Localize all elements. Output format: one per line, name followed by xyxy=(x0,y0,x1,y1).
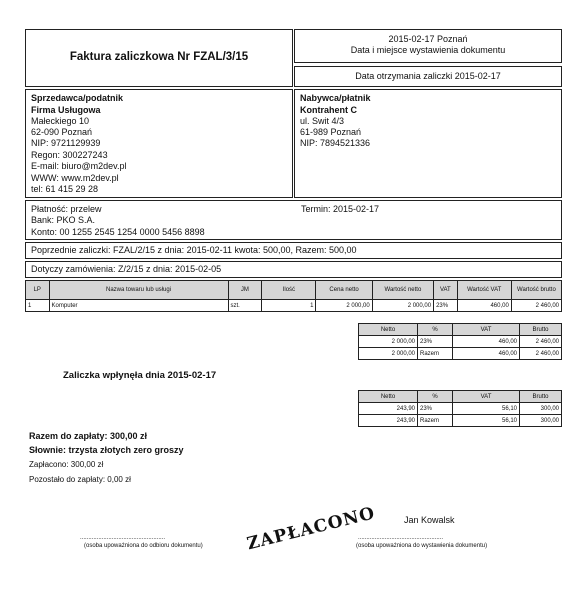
receiver-signature-line: ................................................... xyxy=(80,535,166,541)
issuer-signature-line: ................................................... xyxy=(358,535,444,541)
payment-bank: Bank: PKO S.A. xyxy=(31,215,96,225)
items-header-row xyxy=(26,281,562,300)
previous-advances: Poprzednie zaliczki: FZAL/2/15 z dnia: 2015-02-11 kwota: 500,00, Razem: 500,00 xyxy=(31,245,357,255)
sum-rate: 23% xyxy=(418,336,453,348)
col-lp: LP xyxy=(26,281,50,300)
sum-vat: 460,00 xyxy=(453,336,520,348)
cell-gross-value: 2 460,00 xyxy=(511,300,561,312)
seller-line: NIP: 9721129939 xyxy=(31,138,101,148)
cell-qty: 1 xyxy=(262,300,316,312)
sum-col-vat: VAT xyxy=(453,391,520,403)
sum-vat: 460,00 xyxy=(453,348,520,360)
col-net-value: Wartość netto xyxy=(372,281,433,300)
sum-rate: 23% xyxy=(418,403,453,415)
sum-col-gross: Brutto xyxy=(520,391,562,403)
seller-line: Regon: 300227243 xyxy=(31,150,108,160)
cell-net-value: 2 000,00 xyxy=(372,300,433,312)
buyer-name: Kontrahent C xyxy=(300,105,357,115)
cell-vat-value: 460,00 xyxy=(457,300,511,312)
seller-name: Firma Usługowa xyxy=(31,105,101,115)
issue-place-date-label: Data i miejsce wystawienia dokumentu xyxy=(350,45,506,55)
seller-line: E-mail: biuro@m2dev.pl xyxy=(31,161,127,171)
order-reference: Dotyczy zamówienia: Z/2/15 z dnia: 2015-02-05 xyxy=(31,264,222,274)
seller-line: 62-090 Poznań xyxy=(31,127,93,137)
sum-gross: 300,00 xyxy=(520,403,562,415)
col-gross-value: Wartość brutto xyxy=(511,281,561,300)
table-row xyxy=(26,300,562,312)
cell-jm: szt. xyxy=(228,300,262,312)
col-vat-value: Wartość VAT xyxy=(457,281,511,300)
seller-line: Małeckiego 10 xyxy=(31,116,90,126)
cell-name: Komputer xyxy=(49,300,228,312)
sum-col-rate: % xyxy=(418,324,453,336)
buyer-line: ul. Swit 4/3 xyxy=(300,116,345,126)
sum-net: 243,90 xyxy=(359,403,418,415)
col-name: Nazwa towaru lub usługi xyxy=(49,281,228,300)
receiver-caption: (osoba upoważniona do odbioru dokumentu) xyxy=(84,543,203,549)
sum-col-net: Netto xyxy=(359,391,418,403)
sum-net: 2 000,00 xyxy=(359,348,418,360)
sum-col-net: Netto xyxy=(359,324,418,336)
payment-account: Konto: 00 1255 2545 1254 0000 5456 8898 xyxy=(31,227,205,237)
sum-vat: 56,10 xyxy=(453,403,520,415)
seller-line: WWW: www.m2dev.pl xyxy=(31,173,119,183)
invoice-title: Faktura zaliczkowa Nr FZAL/3/15 xyxy=(69,51,249,63)
previous-advances-box xyxy=(25,242,562,259)
seller-heading: Sprzedawca/podatnik xyxy=(31,93,124,103)
advance-summary-table xyxy=(358,390,562,427)
sum-gross: 2 460,00 xyxy=(520,348,562,360)
issue-place-date: 2015-02-17 Poznań xyxy=(388,34,468,44)
table-row xyxy=(359,415,562,427)
sum-col-rate: % xyxy=(418,391,453,403)
payment-box xyxy=(25,200,562,240)
date-place-box xyxy=(294,29,562,63)
sum-col-vat: VAT xyxy=(453,324,520,336)
issuer-name: Jan Kowalsk xyxy=(404,515,455,525)
table-row xyxy=(359,403,562,415)
cell-net-price: 2 000,00 xyxy=(316,300,372,312)
table-row xyxy=(359,336,562,348)
buyer-line: 61-989 Poznań xyxy=(300,127,362,137)
sum-gross: 2 460,00 xyxy=(520,336,562,348)
table-row xyxy=(359,348,562,360)
advance-date-box xyxy=(294,66,562,87)
buyer-line: NIP: 7894521336 xyxy=(300,138,371,148)
vat-summary-table xyxy=(358,323,562,360)
summary-header-row xyxy=(359,324,562,336)
buyer-box xyxy=(294,89,562,198)
col-qty: Ilość xyxy=(262,281,316,300)
buyer-heading: Nabywca/płatnik xyxy=(300,93,371,103)
cell-lp: 1 xyxy=(26,300,50,312)
items-table xyxy=(25,280,562,312)
title-box xyxy=(25,29,293,87)
cell-vat: 23% xyxy=(434,300,458,312)
seller-box xyxy=(25,89,293,198)
payment-term: Termin: 2015-02-17 xyxy=(301,204,380,214)
payment-method: Płatność: przelew xyxy=(31,204,102,214)
total-remaining: Pozostało do zapłaty: 0,00 zł xyxy=(29,475,131,484)
sum-net: 243,90 xyxy=(359,415,418,427)
seller-line: tel: 61 415 29 28 xyxy=(31,184,99,194)
sum-rate: Razem xyxy=(418,348,453,360)
paid-stamp: ZAPŁACONO xyxy=(245,503,378,555)
order-box xyxy=(25,261,562,278)
sum-gross: 300,00 xyxy=(520,415,562,427)
col-net-price: Cena netto xyxy=(316,281,372,300)
sum-net: 2 000,00 xyxy=(359,336,418,348)
total-due: Razem do zapłaty: 300,00 zł xyxy=(29,431,148,441)
advance-paid-note: Zaliczka wpłynęła dnia 2015-02-17 xyxy=(63,370,217,381)
issuer-caption: (osoba upoważniona do wystawienia dokumentu) xyxy=(356,543,488,549)
sum-col-gross: Brutto xyxy=(520,324,562,336)
summary-header-row xyxy=(359,391,562,403)
total-paid: Zapłacono: 300,00 zł xyxy=(29,460,104,469)
sum-rate: Razem xyxy=(418,415,453,427)
col-vat: VAT xyxy=(434,281,458,300)
sum-vat: 56,10 xyxy=(453,415,520,427)
col-jm: JM xyxy=(228,281,262,300)
total-in-words: Słownie: trzysta złotych zero groszy xyxy=(29,445,184,455)
advance-received-date: Data otrzymania zaliczki 2015-02-17 xyxy=(355,71,501,81)
